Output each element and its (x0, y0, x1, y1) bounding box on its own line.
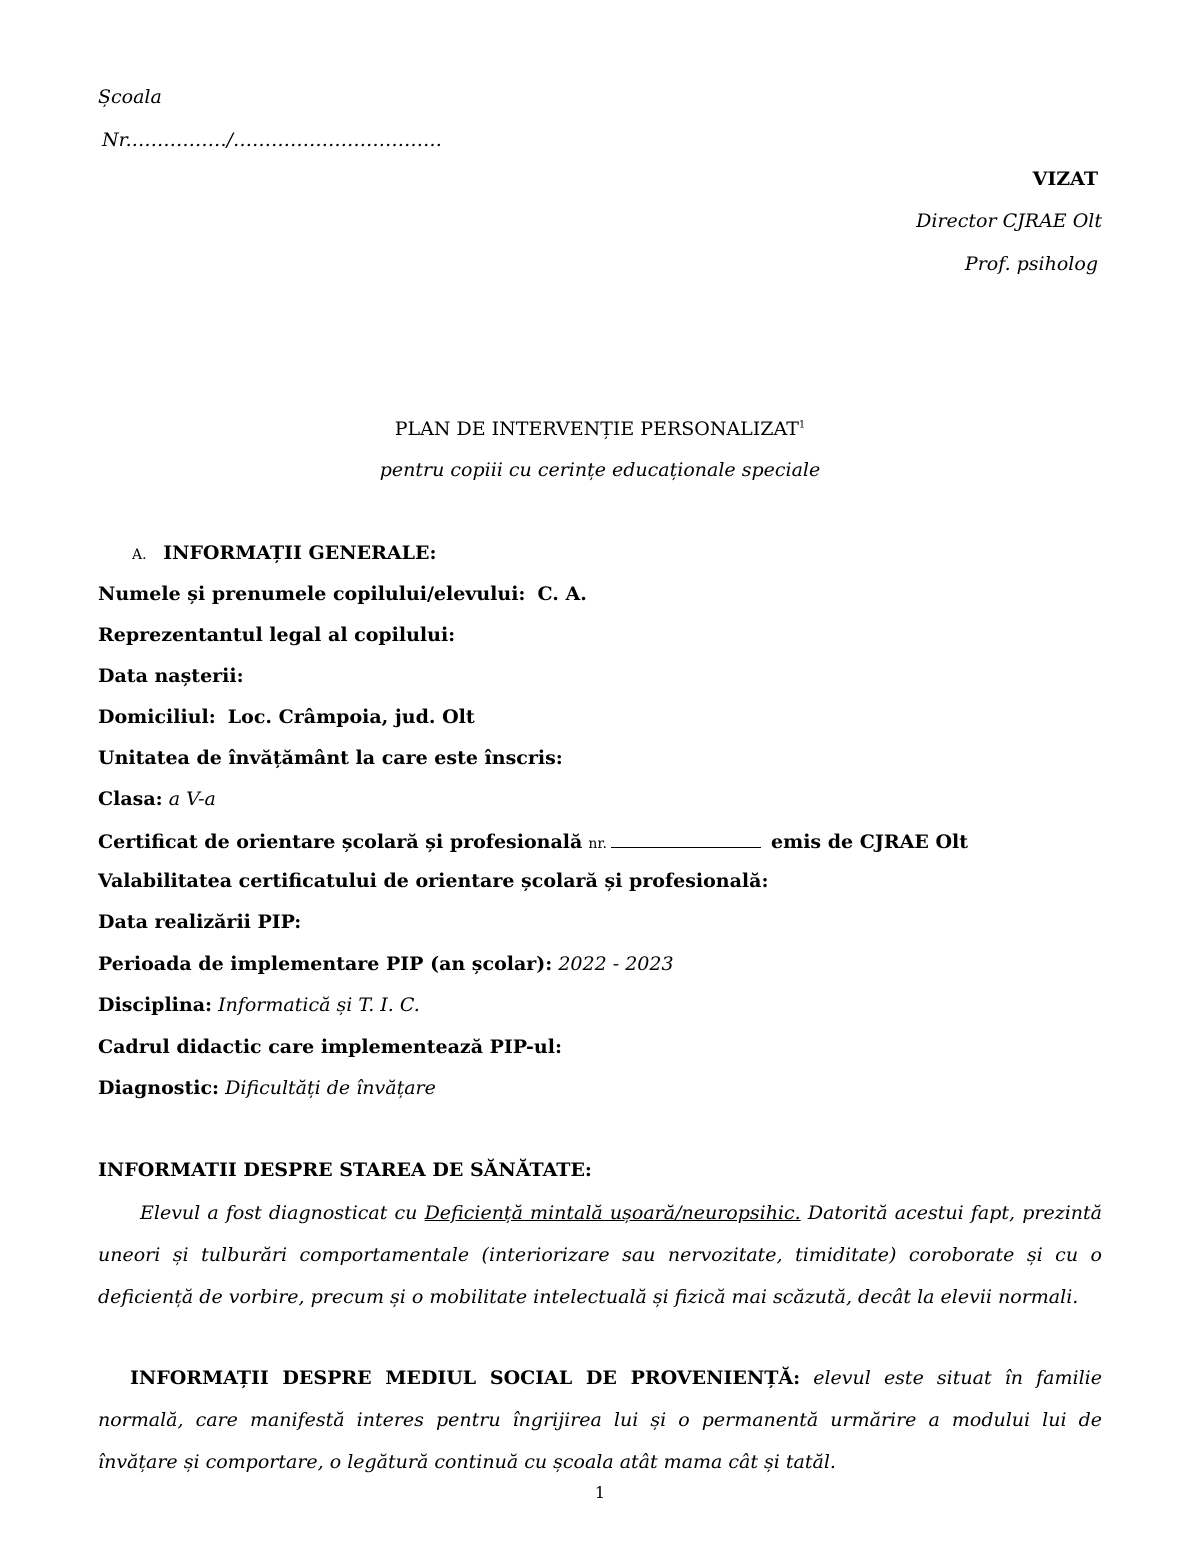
registration-number: Nr.……………/…………………………… (102, 129, 443, 151)
field-pip-date: Data realizării PIP: (98, 911, 302, 933)
field-address-label: Domiciliul: (98, 706, 216, 728)
prof-label: Prof. psiholog (964, 253, 1098, 275)
document-subtitle: pentru copiii cu cerințe educaționale speciale (379, 459, 821, 481)
field-period (98, 953, 674, 975)
field-diagnostic-label: Diagnostic: (98, 1077, 220, 1099)
field-certificate-issuer: emis de CJRAE Olt (771, 831, 969, 853)
field-class-value: a V-a (168, 788, 216, 810)
section-a-heading (132, 542, 436, 564)
document-title (0, 418, 1200, 440)
field-certificate (98, 829, 968, 853)
field-school-unit: Unitatea de învățământ la care este înscris: (98, 747, 563, 769)
health-text-after: Datorită acestui fapt, prezintă uneori și tulburări comportamentale (interiorizare sau nervozitate, timiditate) coroborate și cu o deficiență de vorbire, precum și o mobilitate intelectuală și fizică mai scăzută, decât la elevii normali. (98, 1202, 1102, 1308)
field-subject-label: Disciplina: (98, 994, 213, 1016)
title-text: PLAN DE INTERVENȚIE PERSONALIZAT (394, 418, 799, 440)
field-certificate-nr: nr. (588, 836, 607, 852)
field-diagnostic (98, 1077, 436, 1099)
page-number: 1 (594, 1483, 606, 1502)
field-diagnostic-value: Dificultăți de învățare (225, 1077, 436, 1099)
social-paragraph (98, 1357, 1102, 1483)
section-a-letter: A. (132, 547, 147, 563)
field-name-value: C. A. (537, 583, 587, 605)
certificate-number-blank (611, 829, 761, 848)
school-label: Școala (98, 86, 162, 108)
field-name (98, 583, 587, 605)
field-subject-value: Informatică și T. I. C. (218, 994, 420, 1016)
field-birth-date: Data nașterii: (98, 665, 244, 687)
health-text-before: Elevul a fost diagnosticat cu (140, 1202, 425, 1224)
director-label: Director CJRAE Olt (916, 210, 1102, 232)
field-period-label: Perioada de implementare PIP (an școlar): (98, 953, 553, 975)
section-a-title: INFORMAȚII GENERALE: (163, 542, 437, 564)
health-heading: INFORMATII DESPRE STAREA DE SĂNĂTATE: (98, 1159, 592, 1181)
social-text: elevul este situat în familie normală, care manifestă interes pentru îngrijirea lui și o permanentă urmărire a modului lui de învățare și comportare, o legătură continuă cu școala atât mama cât și tatăl. (98, 1367, 1102, 1473)
health-text-underlined: Deficiență mintală ușoară/neuropsihic. (424, 1202, 801, 1224)
field-name-label: Numele și prenumele copilului/elevului: (98, 583, 526, 605)
field-subject (98, 994, 420, 1016)
field-class (98, 788, 216, 810)
field-address (98, 706, 475, 728)
vizat-label: VIZAT (1032, 168, 1098, 190)
field-class-label: Clasa: (98, 788, 163, 810)
field-legal-rep: Reprezentantul legal al copilului: (98, 624, 456, 646)
social-heading: INFORMAȚII DESPRE MEDIUL SOCIAL DE PROVENIENȚĂ: (130, 1367, 801, 1389)
field-validity: Valabilitatea certificatului de orientare școlară și profesională: (98, 870, 769, 892)
field-period-value: 2022 - 2023 (558, 953, 674, 975)
field-teacher: Cadrul didactic care implementează PIP-ul: (98, 1036, 562, 1058)
field-certificate-label: Certificat de orientare școlară și profesională (98, 831, 583, 853)
footnote-marker: 1 (798, 419, 806, 431)
health-paragraph (98, 1192, 1102, 1318)
field-address-value: Loc. Crâmpoia, jud. Olt (227, 706, 475, 728)
